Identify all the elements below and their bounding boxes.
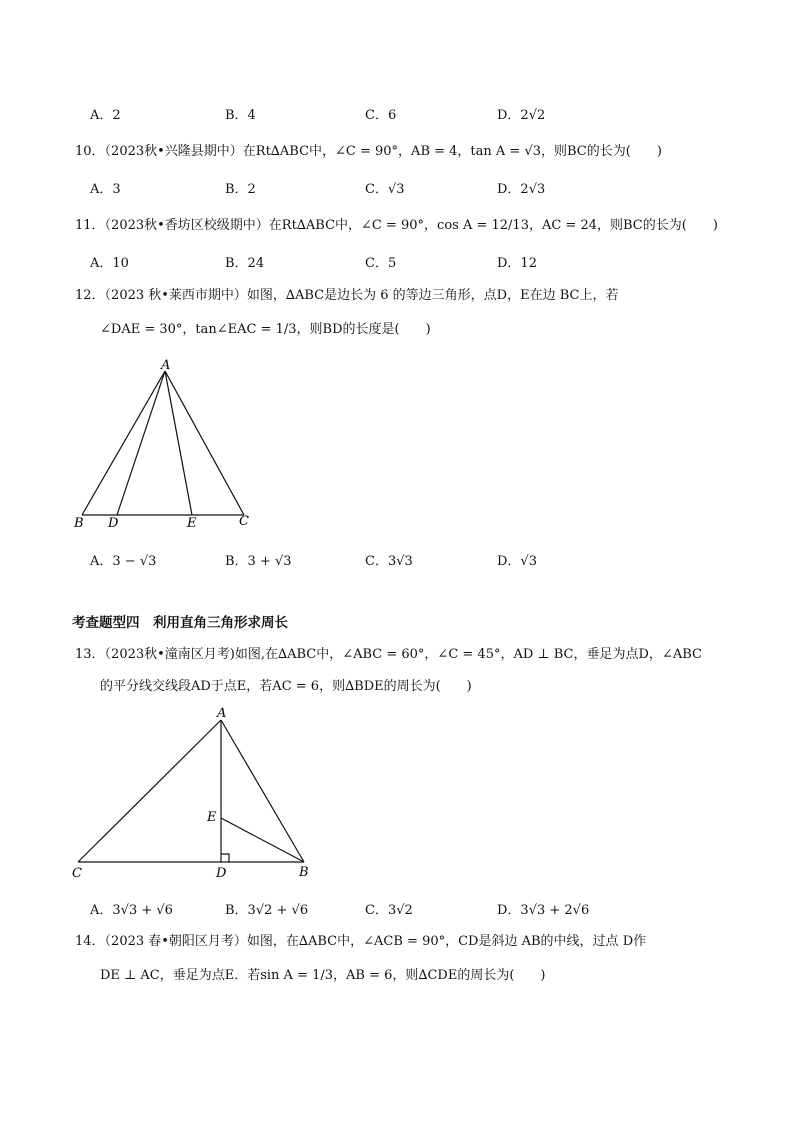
q10-option-b[interactable]: B．2 (225, 182, 256, 197)
q12-option-a[interactable]: A．3 − √3 (90, 554, 157, 569)
q13-right-angle-mark (221, 854, 229, 862)
q12-stem-line2: ∠DAE = 30°，tan∠EAC = 1/3，则BD的长度是( ) (100, 322, 431, 337)
q9-option-d[interactable]: D．2√2 (497, 108, 546, 123)
q10-option-a[interactable]: A．3 (90, 182, 121, 197)
q12-figure (66, 355, 266, 535)
section-heading: 考查题型四 利用直角三角形求周长 (72, 615, 288, 631)
q11-option-c[interactable]: C．5 (365, 256, 397, 271)
q12-option-b[interactable]: B．3 + √3 (225, 554, 292, 569)
q13-side-ab (221, 720, 304, 862)
q9-option-a[interactable]: A．2 (90, 108, 121, 123)
q13-option-a[interactable]: A．3√3 + √6 (90, 903, 173, 918)
q13-stem-line1: 13．（2023秋•潼南区月考)如图,在∆ABC中，∠ABC = 60°，∠C = 45°，AD ⊥ BC，垂足为点D，∠ABC (75, 647, 702, 662)
q12-label-b: B (74, 516, 84, 531)
q13-label-c: C (72, 866, 82, 881)
q12-label-d: D (108, 516, 119, 531)
q12-side-ac (165, 371, 244, 515)
q11-option-a[interactable]: A．10 (90, 256, 129, 271)
q13-option-b[interactable]: B．3√2 + √6 (225, 903, 309, 918)
q12-label-a: A (161, 358, 171, 373)
q12-stem-line1: 12．（2023 秋•莱西市期中）如图，∆ABC是边长为 6 的等边三角形，点D，E在边 BC上，若 (75, 288, 619, 303)
q12-segment-ae (165, 371, 192, 515)
q12-option-c[interactable]: C．3√3 (365, 554, 413, 569)
q13-option-d[interactable]: D．3√3 + 2√6 (497, 903, 590, 918)
q9-option-b[interactable]: B．4 (225, 108, 256, 123)
q11-stem: 11．（2023秋•香坊区校级期中）在Rt∆ABC中，∠C = 90°，cos A = 12/13，AC = 24，则BC的长为( ) (75, 218, 718, 233)
q13-option-c[interactable]: C．3√2 (365, 903, 413, 918)
q12-label-c: C (239, 514, 249, 529)
q14-stem-line2: DE ⊥ AC，垂足为点E．若sin A = 1/3，AB = 6，则∆CDE的周长为( ) (100, 968, 546, 983)
q10-option-d[interactable]: D．2√3 (497, 182, 546, 197)
q12-option-d[interactable]: D．√3 (497, 554, 537, 569)
q11-option-b[interactable]: B．24 (225, 256, 265, 271)
q9-option-c[interactable]: C．6 (365, 108, 397, 123)
q14-stem-line1: 14．（2023 春•朝阳区月考）如图，在∆ABC中，∠ACB = 90°，CD是斜边 AB的中线，过点 D作 (75, 934, 647, 949)
q10-option-c[interactable]: C．√3 (365, 182, 405, 197)
q13-label-b: B (299, 865, 309, 880)
q13-label-d: D (216, 866, 227, 881)
q13-label-a: A (217, 706, 227, 721)
q13-side-ac (78, 720, 221, 862)
q12-segment-ad (117, 371, 165, 515)
q11-option-d[interactable]: D．12 (497, 256, 537, 271)
q13-label-e: E (207, 810, 217, 825)
q10-stem: 10．（2023秋•兴隆县期中）在Rt∆ABC中，∠C = 90°，AB = 4，tan A = √3，则BC的长为( ) (75, 144, 662, 159)
q12-label-e: E (187, 516, 197, 531)
q13-stem-line2: 的平分线交线段AD于点E，若AC = 6，则∆BDE的周长为( ) (100, 679, 472, 694)
q12-side-ab (82, 371, 165, 515)
q13-figure (66, 703, 326, 883)
